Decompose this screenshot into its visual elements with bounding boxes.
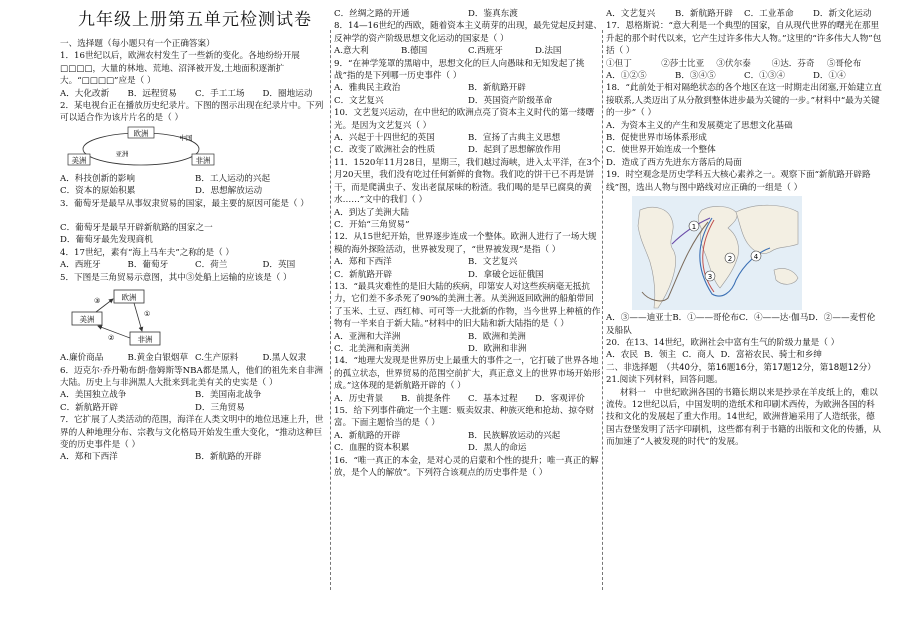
- question-6: 6．迈克尔·乔丹勒布朗·詹姆斯等NBA都是黑人，他们的祖先来自非洲大陆。历史上与非洲黑人大批来到北美有关的史实是（ ）: [60, 365, 324, 388]
- option[interactable]: C．葡萄牙是最早开辟新航路的国家之一: [60, 223, 213, 234]
- question-12: 12．从15世纪开始，世界逐步连成一个整体。欧洲人进行了一场大规模的海外探险活动，世界被发现了，“世界被发现”是指（ ）: [334, 232, 597, 255]
- route-marker-3: 3: [707, 273, 713, 282]
- question-17: 17．恩格斯说：“意大利是一个典型的国家，自从现代世界的曙光在那里升起的那个时代以来，它产生过许多伟大人物。”这里的“许多伟大人物”包括（ ）: [606, 21, 882, 57]
- label-africa: 非洲: [137, 335, 153, 345]
- route-marker-3: ③: [94, 297, 101, 306]
- route-marker-4: 4: [753, 253, 759, 262]
- material-1: 材料一 中世纪欧洲各国的书籍长期以来是抄录在羊皮纸上的，难以流传。12世纪以后，中国发明的造纸术和印刷术西传，为欧洲各国的科技和文化的发展起了重大作用。14世纪，欧洲普遍采用了人造纸张，德国古登堡发明了活字印刷机，这些都有利于书籍的出版和文化的传播，从而加速了“人被发现的时代”的发展。: [606, 387, 882, 448]
- option[interactable]: A．大化改新: [60, 88, 110, 99]
- option[interactable]: D．鉴真东渡: [468, 9, 518, 19]
- option[interactable]: B．新航路的开辟: [195, 452, 262, 463]
- column-2: [334, 8, 602, 479]
- option[interactable]: B．文艺复兴: [468, 257, 518, 268]
- item: ①但丁: [606, 58, 632, 69]
- option[interactable]: D.法国: [535, 46, 562, 57]
- question-21: 21.阅读下列材料，回答问题。: [606, 375, 723, 386]
- question-18: 18．“此前处于相对隔绝状态的各个地区在这一时期走出闭塞,开始建立直接联系,人类迈出了从分散到整体进步最为关键的一步。”材料中“最为关键的一步”（ ）: [606, 83, 882, 119]
- option[interactable]: A．科技创新的影响: [60, 173, 135, 184]
- option[interactable]: B．促使世界市场体系形成: [606, 133, 707, 144]
- question-6-options: [60, 389, 330, 401]
- question-17-items: [606, 58, 882, 70]
- question-20-options: [606, 349, 882, 361]
- question-8: 8．14—16世纪的西欧，随着资本主义萌芽的出现，最先觉起反封建、反神学的资产阶级思想文化运动的国家是（ ）: [334, 21, 602, 44]
- question-12-options: [334, 256, 602, 268]
- option[interactable]: B.黄金白银烟草: [127, 353, 189, 364]
- option[interactable]: C．荷兰: [195, 260, 228, 271]
- question-8-options: [334, 45, 602, 57]
- section-heading-non-choice: 二、非选择题 （共40分，第16题16分，第17题12分，第18题12分）: [606, 362, 876, 373]
- question-15-options: [334, 430, 602, 442]
- option[interactable]: C．丝绸之路的开通: [334, 9, 410, 19]
- option[interactable]: B．前提条件: [401, 393, 451, 404]
- column-3: [606, 8, 882, 449]
- option[interactable]: D．客观评价: [535, 393, 585, 404]
- label-america: 美洲: [71, 155, 87, 165]
- question-19: 19．时空观念是历史学科五大核心素养之一。观察下面“新航路开辟路线”图，选出人物与图中路线对应正确的一组是（ ）: [606, 170, 871, 193]
- question-9: 9．“在神学笼罩的黑暗中，思想文化的巨人向愚昧和无知发起了挑战”指的是下列哪一历史事件（ ）: [334, 58, 585, 82]
- question-20: 20．在13、14世纪，欧洲社会中富有生气的阶级力量是（ ）: [606, 337, 840, 348]
- question-17-options: [606, 70, 882, 82]
- option[interactable]: B．葡萄牙: [127, 260, 169, 271]
- question-1-options: [60, 88, 330, 100]
- column-1: [60, 8, 330, 464]
- item: ②莎士比亚: [661, 58, 705, 69]
- option[interactable]: A．郑和下西洋: [334, 257, 392, 268]
- option[interactable]: D．圈地运动: [262, 88, 313, 99]
- option[interactable]: A．亚洲和大洋洲: [334, 331, 401, 342]
- question-10: 10．文艺复兴运动，在中世纪的欧洲点亮了资本主义时代的第一缕曙光。是因为文艺复兴（ ）: [334, 108, 595, 131]
- option[interactable]: D．欧洲和非洲: [468, 343, 527, 354]
- route-marker-2: 2: [727, 255, 733, 264]
- question-5-options: [60, 352, 330, 364]
- option[interactable]: B．新航路开辟: [468, 83, 526, 94]
- option[interactable]: B．民族解放运动的兴起: [468, 430, 561, 441]
- option[interactable]: D．新文化运动: [813, 9, 872, 19]
- item: ⑤哥伦布: [826, 58, 862, 69]
- option[interactable]: A．到达了美洲大陆: [334, 207, 409, 218]
- option[interactable]: B．③④⑤: [675, 71, 716, 82]
- question-16-options: [606, 8, 882, 20]
- option[interactable]: C．开始“三角贸易”: [334, 219, 410, 230]
- option[interactable]: A．历史背景: [334, 393, 384, 404]
- option[interactable]: C．文艺复兴: [334, 95, 384, 106]
- option[interactable]: C．改变了欧洲社会的性质: [334, 145, 436, 156]
- option[interactable]: C．血腥的资本积累: [334, 443, 410, 454]
- question-13-options: [334, 331, 602, 343]
- question-11: 11．1520年11月28日，星期三，我们越过海峡，进入太平洋，在3个月20天里，我们没有吃过任何新鲜的食物。我们吃的饼干已不再是饼干，而是爬满虫子、发出老鼠尿味的粉渣。我们喝的是早已腐臭的黄水……”文中的我们（ ）: [334, 157, 601, 206]
- option[interactable]: A．新航路的开辟: [334, 430, 401, 441]
- question-3-blank: [60, 210, 330, 222]
- item: ③伏尔泰: [716, 58, 751, 69]
- route-marker-2: ②: [108, 334, 115, 343]
- column-divider-right: [602, 30, 603, 590]
- route-marker-1: ①: [144, 310, 151, 319]
- question-16: 16．“唯一真正的本金，是对心灵的启蒙和个性的提升；唯一真正的解放，是个人的解放”。下列符合该观点的历史事件是（ ）: [334, 455, 599, 479]
- option[interactable]: A．美国独立战争: [60, 390, 127, 401]
- page-title: 九年级上册第五单元检测试卷: [78, 10, 312, 30]
- option[interactable]: C．使世界开始连成一个整体: [606, 145, 716, 156]
- option[interactable]: C．北美洲和南美洲: [334, 343, 410, 354]
- option[interactable]: B.德国: [401, 46, 428, 57]
- option[interactable]: A．农民: [606, 350, 638, 361]
- label-china: 中国: [179, 133, 193, 142]
- option[interactable]: B．新航路开辟: [675, 9, 733, 19]
- new-sea-routes-map: [632, 196, 802, 310]
- option[interactable]: C．新航路开辟: [334, 269, 393, 280]
- option[interactable]: A.意大利: [334, 46, 369, 57]
- section-heading-choice: 一、选择题（每小题只有一个正确答案）: [60, 39, 215, 49]
- option[interactable]: B．远程贸易: [127, 88, 177, 99]
- question-2-options: [60, 173, 330, 185]
- label-america: 美洲: [79, 315, 95, 325]
- option[interactable]: C．①③④: [744, 71, 785, 82]
- question-13: 13．“最具灾难性的是旧大陆的疾病，印第安人对这些疾病毫无抵抗力，它们差不多杀死了90%的美洲土著。从美洲返回欧洲的船舶带回了玉米、土豆、西红柿、可可等一大批新的作物，当今世界上种植的作物有一半来自于新大陆。”材料中的旧大陆和新大陆指的是（ ）: [334, 281, 601, 330]
- label-europe: 欧洲: [121, 293, 137, 303]
- option[interactable]: C.生产原料: [195, 353, 239, 364]
- option[interactable]: D．黑人的命运: [468, 443, 527, 454]
- option[interactable]: B．美国南北战争: [195, 390, 262, 401]
- question-15: 15．给下列事件确定一个主题：贩卖奴隶、种族灭绝和抢劫、掠夺财富。下面主题恰当的是（ ）: [334, 406, 595, 429]
- option[interactable]: A．雅典民主政治: [334, 83, 401, 94]
- option[interactable]: D．葡萄牙最先发现商机: [60, 235, 153, 246]
- question-5: 5．下图是三角贸易示意图，其中③处船上运输的应该是（ ）: [60, 272, 292, 283]
- option[interactable]: C.西班牙: [468, 46, 503, 57]
- option[interactable]: A．兴起于十四世纪的英国: [334, 133, 435, 144]
- question-7-options: [60, 451, 330, 463]
- label-europe: 欧洲: [133, 128, 149, 138]
- question-1: 1．16世纪以后，欧洲农村发生了一些新的变化。各地纷纷开展□□□□，大量的林地、荒地、沼泽被开发,土地面积逐渐扩大。“□□□□”应是（ ）: [60, 51, 300, 87]
- option[interactable]: D．英国: [262, 260, 296, 271]
- triangle-trade-diagram: [68, 286, 188, 350]
- question-4-options: [60, 259, 330, 271]
- route-marker-1: 1: [691, 223, 697, 232]
- question-7: 7．它扩展了人类活动的范围，海洋在人类文明中的地位迅速上升，世界的人种地理分布、宗教与文化格局开始发生重大变化，“推动这种巨变的历史事件是（ ）: [60, 415, 324, 450]
- question-3: 3．葡萄牙是最早从事奴隶贸易的国家，最主要的原因可能是（ ）: [60, 198, 309, 209]
- option[interactable]: D．英国资产阶级革命: [468, 95, 553, 106]
- option[interactable]: C．新航路开辟: [60, 402, 119, 413]
- option[interactable]: D．拿破仑远征俄国: [468, 269, 544, 280]
- option[interactable]: A．郑和下西洋: [60, 452, 118, 463]
- option[interactable]: C．商人: [682, 350, 715, 361]
- column-divider-left: [330, 30, 331, 590]
- option[interactable]: A．文艺复兴: [606, 9, 656, 19]
- option[interactable]: D．起到了思想解放作用: [468, 145, 561, 156]
- option[interactable]: D．富裕农民、骑士和乡绅: [720, 350, 822, 361]
- question-19-options[interactable]: A．③——迪亚士B．①——哥伦布C．④——达·伽马D．②——麦哲伦及船队: [606, 313, 876, 336]
- option[interactable]: A．为资本主义的产生和发展奠定了思想文化基础: [606, 120, 793, 131]
- question-9-options: [334, 82, 602, 94]
- question-2: 2．某电视台正在播放历史纪录片。下图的图示出现在纪录片中。下列可以适合作为该片片名的是（ ）: [60, 101, 324, 124]
- option[interactable]: D．造成了西方先进东方落后的局面: [606, 157, 742, 168]
- option[interactable]: B．领主: [644, 350, 677, 361]
- question-14-options: [334, 393, 602, 405]
- option[interactable]: D．①④: [813, 71, 846, 82]
- question-14: 14．“地理大发现是世界历史上最重大的事件之一，它打破了世界各地的孤立状态，世界贸易的范围空前扩大，真正意义上的世界市场开始形成。”这体现的是新航路开辟的（ ）: [334, 356, 601, 392]
- option[interactable]: A．西班牙: [60, 260, 101, 271]
- question-10-options: [334, 132, 602, 144]
- item: ④达．芬奇: [771, 58, 815, 69]
- option[interactable]: D．三角贸易: [195, 402, 245, 413]
- option[interactable]: B．宣扬了古典主义思想: [468, 133, 561, 144]
- option[interactable]: C．手工工场: [195, 88, 245, 99]
- option[interactable]: C．基本过程: [468, 393, 518, 404]
- option[interactable]: D.黑人奴隶: [262, 353, 307, 364]
- option[interactable]: A．①②⑤: [606, 71, 647, 82]
- option[interactable]: D．思想解放运动: [195, 186, 263, 197]
- label-africa: 非洲: [195, 155, 211, 165]
- question-7-options-continued: [334, 8, 602, 20]
- option[interactable]: C．资本的原始积累: [60, 186, 136, 197]
- question-4: 4．17世纪，素有“海上马车夫”之称的是（ ）: [60, 247, 235, 258]
- option[interactable]: B．工人运动的兴起: [195, 173, 271, 184]
- option[interactable]: C．工业革命: [744, 9, 794, 19]
- option[interactable]: B．欧洲和美洲: [468, 331, 526, 342]
- trade-cycle-diagram: [66, 126, 216, 172]
- option[interactable]: A.廉价商品: [60, 353, 104, 364]
- label-asia: 亚洲: [115, 149, 129, 158]
